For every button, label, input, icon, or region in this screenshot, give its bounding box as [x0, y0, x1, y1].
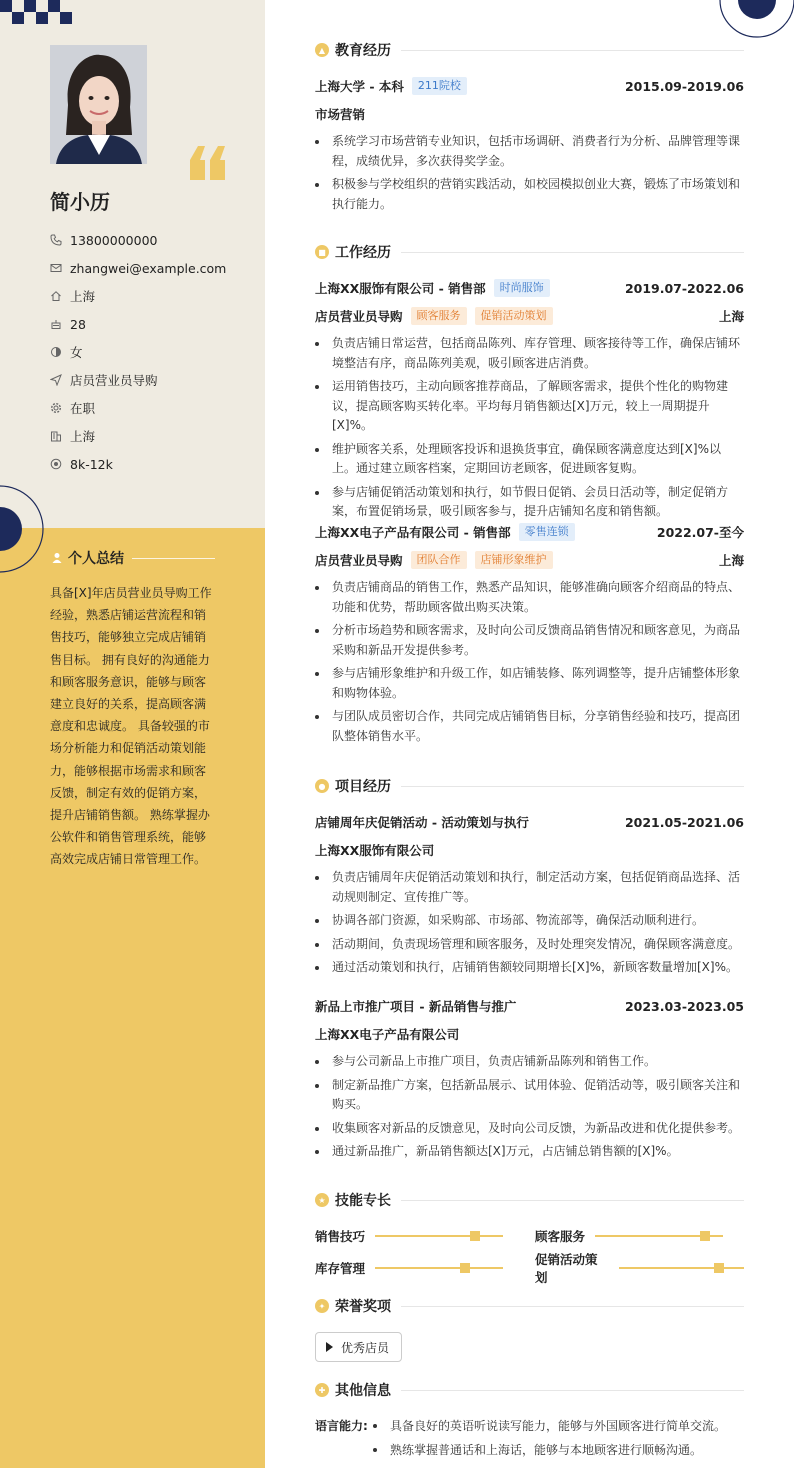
list-item: 负责店铺日常运营，包括商品陈列、库存管理、顾客接待等工作，确保店铺环境整洁有序，商品陈列美观，吸引顾客进店消费。 — [315, 334, 744, 373]
skill-tag: 店铺形象维护 — [475, 551, 553, 569]
list-item: 系统学习市场营销专业知识，包括市场调研、消费者行为分析、品牌管理等课程，成绩优异，多次获得奖学金。 — [315, 132, 744, 171]
education-major — [315, 104, 744, 124]
list-item: 参与店铺促销活动策划和执行，如节假日促销、会员日活动等，制定促销方案，布置促销场景，吸引顾客参与，提升店铺知名度和销售额。 — [315, 483, 744, 522]
list-item: 参与公司新品上市推广项目，负责店铺新品陈列和销售工作。 — [315, 1052, 744, 1072]
section-title: 技能专长 — [335, 1193, 391, 1209]
section-title: 项目经历 — [335, 779, 391, 795]
list-item: 通过新品推广，新品销售额达[X]万元，占店铺总销售额的[X]%。 — [315, 1142, 744, 1162]
company-name: 上海XX电子产品有限公司 - 销售部 — [315, 525, 511, 540]
list-item: 收集顾客对新品的反馈意见，及时向公司反馈，为新品改进和优化提供参考。 — [315, 1119, 744, 1139]
role-name: 店员营业员导购 — [315, 309, 403, 324]
award-badge — [315, 1332, 402, 1362]
contact-age — [50, 310, 250, 338]
work-item-header — [315, 522, 744, 542]
skill-level-marker — [714, 1263, 724, 1273]
awards-section — [315, 1296, 744, 1362]
contact-city — [50, 422, 250, 450]
contact-list — [50, 226, 250, 478]
work-item-2 — [315, 522, 744, 750]
language-label: 语言能力: — [315, 1419, 368, 1433]
section-heading — [315, 1296, 744, 1316]
section-divider — [401, 786, 744, 787]
list-item: 维护顾客关系，处理顾客投诉和退换货事宜，确保顾客满意度达到[X]%以上。通过建立顾客档案，定期回访老顾客，促进顾客复购。 — [315, 440, 744, 479]
project-date: 2021.05-2021.06 — [624, 814, 744, 830]
summary-text: 具备[X]年店员营业员导购工作经验，熟悉店铺运营流程和销售技巧，能够独立完成店铺销售目标。 拥有良好的沟通能力和顾客服务意识，能够与顾客建立良好的关系，提高顾客满意度和忠诚度。 具备较强的市场分析能力和促销活动策划能力，能够根据市场需求和顾客反馈，制定有效的促销方案，提升店铺销售额。 熟练掌握办公软件和销售管理系统，能够高效完成店铺日常管理工作。 — [50, 586, 212, 867]
list-item: 参与店铺形象维护和升级工作，如店铺装修、陈列调整等，提升店铺整体形象和购物体验。 — [315, 664, 744, 703]
skill-bar — [375, 1235, 503, 1237]
section-divider — [401, 50, 744, 51]
contact-value: 上海 — [70, 289, 96, 304]
skill-item — [535, 1226, 723, 1246]
candidate-name: 简小历 — [50, 190, 110, 214]
project-org — [315, 840, 744, 860]
section-title: 荣誉奖项 — [335, 1299, 391, 1315]
summary-title: 个人总结 — [68, 551, 124, 567]
work-date: 2022.07-至今 — [656, 525, 744, 540]
language-bullets — [373, 1414, 744, 1462]
gender-icon — [50, 346, 62, 358]
company-name: 上海XX服饰有限公司 - 销售部 — [315, 281, 486, 296]
list-item: 积极参与学校组织的营销实践活动，如校园模拟创业大赛，锻炼了市场策划和执行能力。 — [315, 175, 744, 214]
play-icon — [326, 1342, 333, 1352]
work-role-row — [315, 306, 744, 326]
projects-section — [315, 776, 744, 982]
education-item-header — [315, 76, 744, 96]
circle-decoration — [0, 484, 46, 574]
contact-value: 13800000000 — [70, 232, 158, 248]
contact-value: 上海 — [70, 429, 96, 444]
send-icon — [50, 374, 62, 386]
org-name: 上海XX电子产品有限公司 — [315, 1027, 460, 1042]
section-heading — [315, 242, 744, 262]
skills-icon: ★ — [315, 1193, 329, 1207]
sidebar — [0, 0, 265, 1468]
section-divider — [401, 1306, 744, 1307]
list-item: 活动期间，负责现场管理和顾客服务，及时处理突发情况，确保顾客满意度。 — [315, 935, 744, 955]
skills-grid — [315, 1226, 744, 1286]
skill-name: 销售技巧 — [315, 1229, 366, 1244]
skill-tag: 促销活动策划 — [475, 307, 553, 325]
circle-decoration — [719, 0, 794, 38]
school-tag: 211院校 — [412, 77, 467, 95]
skill-name: 顾客服务 — [535, 1229, 586, 1244]
building-icon — [50, 430, 62, 442]
section-heading — [315, 1380, 744, 1400]
skill-level-marker — [700, 1231, 710, 1241]
project-org — [315, 1024, 744, 1044]
list-item: 制定新品推广方案，包括新品展示、试用体验、促销活动等，吸引顾客关注和购买。 — [315, 1076, 744, 1115]
list-item: 熟练掌握普通话和上海话，能够与本地顾客进行顺畅沟通。 — [373, 1438, 744, 1462]
skill-item — [315, 1226, 503, 1246]
work-role-row — [315, 550, 744, 570]
work-icon: ■ — [315, 245, 329, 259]
skill-level-marker — [470, 1231, 480, 1241]
money-icon — [50, 458, 62, 470]
mail-icon — [50, 262, 62, 274]
list-item: 具备良好的英语听说读写能力，能够与外国顾客进行简单交流。 — [373, 1414, 744, 1438]
section-heading — [315, 776, 744, 796]
work-city: 上海 — [718, 553, 744, 568]
info-icon: ✚ — [315, 1383, 329, 1397]
work-item-header — [315, 278, 744, 298]
contact-position — [50, 366, 250, 394]
skill-bar — [619, 1267, 744, 1269]
contact-gender — [50, 338, 250, 366]
list-item: 负责店铺商品的销售工作，熟悉产品知识，能够准确向顾客介绍商品的特点、功能和优势，帮助顾客做出购买决策。 — [315, 578, 744, 617]
project-bullets — [315, 1052, 744, 1162]
age-icon — [50, 318, 62, 330]
list-item: 运用销售技巧，主动向顾客推荐商品，了解顾客需求，提供个性化的购物建议，提高顾客购买转化率。平均每月销售额达[X]万元，较上一周期提升[X]%。 — [315, 377, 744, 436]
skill-item — [535, 1252, 744, 1285]
summary-heading — [52, 548, 215, 568]
list-item: 负责店铺周年庆促销活动策划和执行，制定活动方案，包括促销商品选择、活动规则制定、宣传推广等。 — [315, 868, 744, 907]
award-icon: ✦ — [315, 1299, 329, 1313]
section-title: 教育经历 — [335, 43, 391, 59]
checker-decoration — [0, 0, 76, 24]
section-divider — [401, 1390, 744, 1391]
quote-icon — [188, 140, 228, 184]
avatar — [50, 45, 147, 164]
other-section — [315, 1380, 744, 1462]
contact-value: 在职 — [70, 401, 96, 416]
skill-bar — [595, 1235, 723, 1237]
contact-value: zhangwei@example.com — [70, 260, 227, 276]
project-bullets — [315, 868, 744, 978]
org-name: 上海XX服饰有限公司 — [315, 843, 435, 858]
section-title: 工作经历 — [335, 245, 391, 261]
work-section — [315, 242, 744, 526]
role-name: 店员营业员导购 — [315, 553, 403, 568]
work-city: 上海 — [718, 309, 744, 324]
skill-name: 库存管理 — [315, 1261, 366, 1276]
contact-salary — [50, 450, 250, 478]
education-icon: ▲ — [315, 43, 329, 57]
skill-item — [315, 1258, 503, 1278]
skill-level-marker — [460, 1263, 470, 1273]
project-name: 店铺周年庆促销活动 - 活动策划与执行 — [315, 815, 529, 830]
education-date: 2015.09-2019.06 — [624, 78, 744, 94]
skill-name: 促销活动策划 — [535, 1252, 598, 1285]
contact-value: 28 — [70, 316, 86, 332]
industry-tag: 零售连锁 — [519, 523, 575, 541]
contact-phone — [50, 226, 250, 254]
project-item-header — [315, 812, 744, 832]
major-name: 市场营销 — [315, 107, 366, 122]
list-item: 通过活动策划和执行，店铺销售额较同期增长[X]%，新顾客数量增加[X]%。 — [315, 958, 744, 978]
gear-icon — [50, 402, 62, 414]
work-bullets — [315, 578, 744, 746]
home-icon — [50, 290, 62, 302]
education-bullets — [315, 132, 744, 214]
section-heading — [315, 1190, 744, 1210]
work-bullets — [315, 334, 744, 522]
contact-status — [50, 394, 250, 422]
project-name: 新品上市推广项目 - 新品销售与推广 — [315, 999, 517, 1014]
section-title: 其他信息 — [335, 1383, 391, 1399]
contact-location — [50, 282, 250, 310]
contact-email — [50, 254, 250, 282]
language-info — [315, 1414, 744, 1462]
skill-tag: 顾客服务 — [411, 307, 467, 325]
award-name: 优秀店员 — [341, 1340, 390, 1355]
work-date: 2019.07-2022.06 — [624, 280, 744, 296]
contact-value: 女 — [70, 345, 83, 360]
project-icon: ● — [315, 779, 329, 793]
section-divider — [401, 252, 744, 253]
phone-icon — [50, 234, 62, 246]
skills-section — [315, 1190, 744, 1286]
skill-tag: 团队合作 — [411, 551, 467, 569]
project-item-header — [315, 996, 744, 1016]
person-icon — [52, 552, 62, 564]
list-item: 分析市场趋势和顾客需求，及时向公司反馈商品销售情况和顾客意见，为商品采购和新品开发提供参考。 — [315, 621, 744, 660]
education-section — [315, 40, 744, 218]
project-item-2 — [315, 996, 744, 1166]
contact-value: 店员营业员导购 — [70, 373, 158, 388]
project-date: 2023.03-2023.05 — [624, 998, 744, 1014]
industry-tag: 时尚服饰 — [494, 279, 550, 297]
contact-value: 8k-12k — [70, 456, 113, 472]
section-heading — [315, 40, 744, 60]
summary-divider — [132, 558, 215, 559]
list-item: 协调各部门资源，如采购部、市场部、物流部等，确保活动顺利进行。 — [315, 911, 744, 931]
skill-bar — [375, 1267, 503, 1269]
list-item: 与团队成员密切合作，共同完成店铺销售目标，分享销售经验和技巧，提高团队整体销售水平。 — [315, 707, 744, 746]
section-divider — [401, 1200, 744, 1201]
school-name: 上海大学 - 本科 — [315, 79, 404, 94]
